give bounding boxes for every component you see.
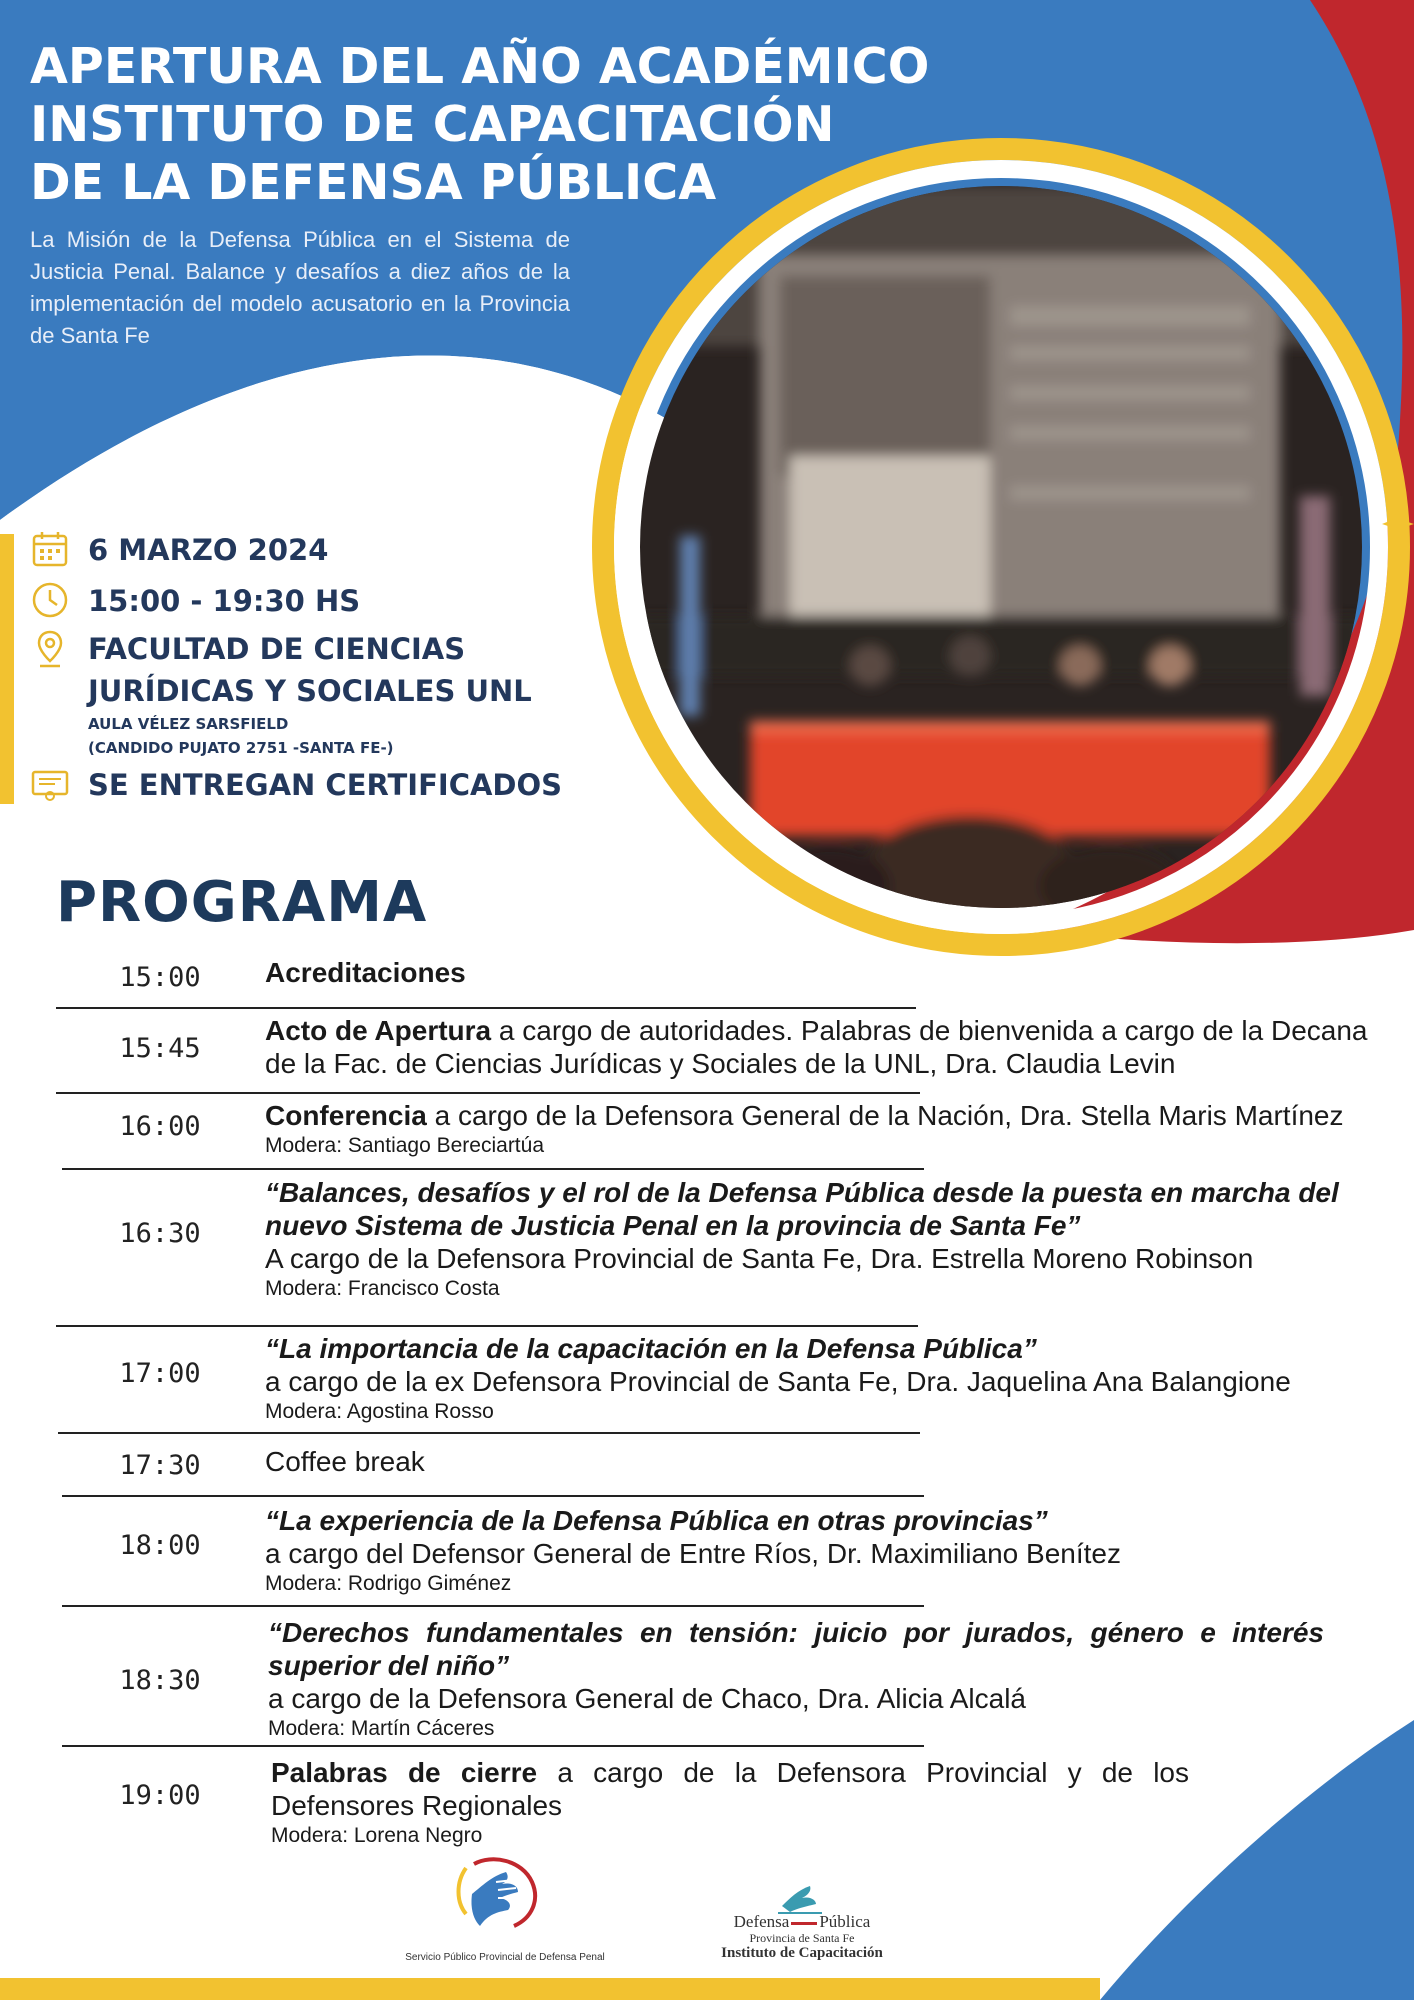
clock-icon bbox=[30, 580, 70, 620]
instituto-logo-mark bbox=[776, 1880, 824, 1914]
event-subtitle: La Misión de la Defensa Pública en el Sistema de Justicia Penal. Balance y desafíos a diez años de la implementación del modelo acusatorio en la Provincia de Santa Fe bbox=[30, 227, 570, 348]
defensa-penal-caption: Servicio Público Provincial de Defensa Penal bbox=[405, 1952, 605, 1963]
row-divider bbox=[56, 1325, 918, 1327]
time-row bbox=[30, 580, 360, 622]
logo-word-defensa: Defensa bbox=[733, 1912, 790, 1931]
program-item bbox=[265, 1176, 1375, 1302]
certificates-note: SE ENTREGAN CERTIFICADOS bbox=[88, 768, 563, 802]
date-row bbox=[30, 529, 328, 571]
program-item-text: A cargo de la Defensora Provincial de Santa Fe, Dra. Estrella Moreno Robinson bbox=[265, 1243, 1254, 1274]
program-time: 17:30 bbox=[119, 1450, 201, 1481]
logo-province: Provincia de Santa Fe bbox=[749, 1931, 855, 1945]
program-item-title: Palabras de cierre bbox=[271, 1757, 538, 1788]
logo-word-publica: Pública bbox=[819, 1912, 871, 1931]
program-item-moderator: Modera: Martín Cáceres bbox=[268, 1717, 495, 1740]
program-time: 18:00 bbox=[119, 1530, 201, 1561]
program-item-text: a cargo de la ex Defensora Provincial de Santa Fe, Dra. Jaquelina Ana Balangione bbox=[265, 1366, 1291, 1397]
bottom-yellow-bar bbox=[0, 1978, 1100, 2000]
program-item bbox=[265, 1504, 1375, 1597]
venue-line-2: JURÍDICAS Y SOCIALES UNL bbox=[88, 674, 532, 708]
event-date: 6 MARZO 2024 bbox=[88, 533, 329, 567]
row-divider bbox=[62, 1745, 924, 1747]
program-time: 16:00 bbox=[119, 1111, 201, 1142]
row-divider bbox=[62, 1605, 924, 1607]
event-time: 15:00 - 19:30 HS bbox=[88, 584, 361, 618]
program-item-text: a cargo del Defensor General de Entre Ríos, Dr. Maximiliano Benítez bbox=[265, 1538, 1121, 1569]
program-item-moderator: Modera: Francisco Costa bbox=[265, 1277, 500, 1300]
program-item bbox=[265, 1332, 1375, 1425]
program-item-title: Conferencia bbox=[265, 1100, 427, 1131]
row-divider bbox=[62, 1168, 924, 1170]
defensa-penal-logo bbox=[452, 1856, 546, 1936]
program-item-text: a cargo de la Defensora General de Chaco, Dra. Alicia Alcalá bbox=[268, 1683, 1026, 1714]
program-item-moderator: Modera: Santiago Bereciartúa bbox=[265, 1134, 544, 1157]
program-item-title: Acreditaciones bbox=[265, 957, 466, 988]
program-item bbox=[265, 1445, 1165, 1478]
venue-room: AULA VÉLEZ SARSFIELD bbox=[88, 715, 289, 733]
title-line-2: INSTITUTO DE CAPACITACIÓN bbox=[30, 96, 835, 153]
title-line-3: DE LA DEFENSA PÚBLICA bbox=[30, 154, 717, 211]
program-item-text: a cargo de la Defensora General de la Nación, Dra. Stella Maris Martínez bbox=[434, 1100, 1344, 1131]
program-item-title: Coffee break bbox=[265, 1446, 425, 1477]
program-item-title: “Derechos fundamentales en tensión: juicio por jurados, género e interés superior del niño” bbox=[268, 1617, 1324, 1681]
program-time: 15:00 bbox=[119, 962, 201, 993]
program-item-title: “Balances, desafíos y el rol de la Defensa Pública desde la puesta en marcha del nuevo Sistema de Justicia Penal en la provincia de Santa Fe” bbox=[265, 1177, 1339, 1241]
program-item bbox=[271, 1756, 1189, 1849]
row-divider bbox=[58, 1432, 920, 1434]
program-time: 16:30 bbox=[119, 1218, 201, 1249]
program-item-title: “La importancia de la capacitación en la Defensa Pública” bbox=[265, 1333, 1037, 1364]
program-time: 18:30 bbox=[119, 1665, 201, 1696]
program-time: 15:45 bbox=[119, 1033, 201, 1064]
info-accent-bar bbox=[0, 534, 14, 804]
event-photo bbox=[640, 186, 1362, 908]
program-item-text: a cargo de autoridades. Palabras de bienvenida a cargo de la Decana de la Fac. de Ciencias Jurídicas y Sociales de la UNL, Dra. Claudia Levin bbox=[265, 1015, 1368, 1079]
venue-row bbox=[30, 628, 532, 760]
program-time: 19:00 bbox=[119, 1780, 201, 1811]
programa-heading: PROGRAMA bbox=[56, 870, 428, 935]
program-item-moderator: Modera: Rodrigo Giménez bbox=[265, 1572, 512, 1595]
program-item bbox=[265, 1014, 1375, 1080]
venue-address: (CANDIDO PUJATO 2751 -SANTA FE-) bbox=[88, 739, 394, 757]
program-item-moderator: Modera: Agostina Rosso bbox=[265, 1400, 494, 1423]
program-item-moderator: Modera: Lorena Negro bbox=[271, 1824, 483, 1847]
program-item-title: Acto de Apertura bbox=[265, 1015, 492, 1046]
logo-instituto: Instituto de Capacitación bbox=[721, 1945, 883, 1961]
title-line-1: APERTURA DEL AÑO ACADÉMICO bbox=[30, 38, 930, 95]
instituto-logo bbox=[712, 1912, 892, 1962]
program-time: 17:00 bbox=[119, 1358, 201, 1389]
program-item bbox=[268, 1616, 1324, 1742]
program-item bbox=[265, 1099, 1375, 1159]
location-pin-icon bbox=[30, 628, 70, 668]
row-divider bbox=[62, 1495, 924, 1497]
event-title bbox=[30, 38, 930, 212]
row-divider bbox=[56, 1007, 916, 1009]
certificates-row bbox=[30, 764, 562, 806]
program-item-text: a cargo de la Defensora Provincial y de los Defensores Regionales bbox=[271, 1757, 1189, 1821]
row-divider bbox=[56, 1092, 920, 1094]
calendar-icon bbox=[30, 529, 70, 569]
program-item bbox=[265, 956, 1165, 989]
certificate-icon bbox=[30, 764, 70, 804]
venue-line-1: FACULTAD DE CIENCIAS bbox=[88, 632, 466, 666]
program-item-title: “La experiencia de la Defensa Pública en otras provincias” bbox=[265, 1505, 1048, 1536]
